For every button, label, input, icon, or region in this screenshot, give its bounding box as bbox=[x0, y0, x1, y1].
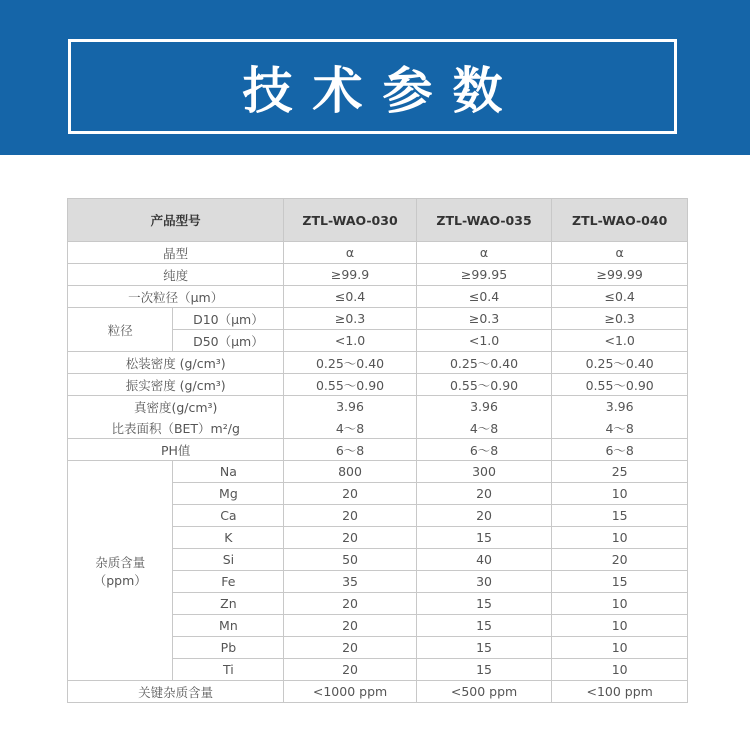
cell-value: 10 bbox=[552, 593, 688, 615]
row-label: 真密度(g/cm³) bbox=[68, 396, 284, 418]
cell-value: <1.0 bbox=[416, 330, 552, 352]
cell-value: 20 bbox=[284, 615, 416, 637]
cell-value: 20 bbox=[284, 505, 416, 527]
row-label: PH值 bbox=[68, 439, 284, 461]
element-label: Ti bbox=[173, 659, 284, 681]
cell-value: 15 bbox=[552, 505, 688, 527]
title-banner bbox=[0, 0, 750, 155]
cell-value: 0.25～0.40 bbox=[416, 352, 552, 374]
cell-value: 3.96 bbox=[284, 396, 416, 418]
table-row bbox=[68, 264, 688, 286]
cell-value: 4～8 bbox=[284, 417, 416, 439]
header-label: 产品型号 bbox=[68, 199, 284, 242]
cell-value: 10 bbox=[552, 659, 688, 681]
element-label: Si bbox=[173, 549, 284, 571]
cell-value: 6～8 bbox=[284, 439, 416, 461]
cell-value: 20 bbox=[552, 549, 688, 571]
row-label: 比表面积（BET）m²/g bbox=[68, 417, 284, 439]
row-label: D10（μm） bbox=[173, 308, 284, 330]
element-label: Mn bbox=[173, 615, 284, 637]
cell-value: 50 bbox=[284, 549, 416, 571]
row-label: 一次粒径（μm） bbox=[68, 286, 284, 308]
banner-title: 技术参数 bbox=[242, 61, 523, 120]
table-row bbox=[68, 461, 688, 483]
cell-value: 6～8 bbox=[416, 439, 552, 461]
cell-value: 15 bbox=[552, 571, 688, 593]
cell-value: 0.55～0.90 bbox=[552, 374, 688, 396]
cell-value: 15 bbox=[416, 527, 552, 549]
cell-value: 6～8 bbox=[552, 439, 688, 461]
cell-value: 40 bbox=[416, 549, 552, 571]
model-035: ZTL-WAO-035 bbox=[416, 199, 552, 242]
table-row bbox=[68, 439, 688, 461]
row-label: D50（μm） bbox=[173, 330, 284, 352]
table-row bbox=[68, 374, 688, 396]
table-row bbox=[68, 242, 688, 264]
table-row bbox=[68, 308, 688, 330]
cell-value: ≤0.4 bbox=[416, 286, 552, 308]
cell-value: α bbox=[552, 242, 688, 264]
cell-value: ≥99.99 bbox=[552, 264, 688, 286]
cell-value: 10 bbox=[552, 527, 688, 549]
row-label: 振实密度 (g/cm³) bbox=[68, 374, 284, 396]
element-label: Ca bbox=[173, 505, 284, 527]
cell-value: 15 bbox=[416, 659, 552, 681]
cell-value: 20 bbox=[284, 483, 416, 505]
cell-value: ≥0.3 bbox=[552, 308, 688, 330]
row-label: 松装密度 (g/cm³) bbox=[68, 352, 284, 374]
cell-value: 15 bbox=[416, 637, 552, 659]
cell-value: 4～8 bbox=[552, 417, 688, 439]
model-030: ZTL-WAO-030 bbox=[284, 199, 416, 242]
cell-value: 20 bbox=[284, 527, 416, 549]
impurity-group-label: 杂质含量 bbox=[95, 554, 146, 570]
impurity-group-unit: （ppm） bbox=[93, 572, 147, 588]
cell-value: ≤0.4 bbox=[284, 286, 416, 308]
element-label: Fe bbox=[173, 571, 284, 593]
cell-value: 20 bbox=[284, 593, 416, 615]
cell-value: ≥99.9 bbox=[284, 264, 416, 286]
cell-value: ≤0.4 bbox=[552, 286, 688, 308]
header-row bbox=[68, 199, 688, 242]
element-label: Zn bbox=[173, 593, 284, 615]
cell-value: 4～8 bbox=[416, 417, 552, 439]
cell-value: 30 bbox=[416, 571, 552, 593]
table-row bbox=[68, 396, 688, 418]
cell-value: 0.55～0.90 bbox=[416, 374, 552, 396]
cell-value: 0.25～0.40 bbox=[284, 352, 416, 374]
table-row bbox=[68, 286, 688, 308]
cell-value: 0.25～0.40 bbox=[552, 352, 688, 374]
cell-value: 10 bbox=[552, 615, 688, 637]
cell-value: ≥0.3 bbox=[416, 308, 552, 330]
cell-value: 800 bbox=[284, 461, 416, 483]
cell-value: 20 bbox=[284, 659, 416, 681]
model-040: ZTL-WAO-040 bbox=[552, 199, 688, 242]
cell-value: 10 bbox=[552, 637, 688, 659]
element-label: Mg bbox=[173, 483, 284, 505]
cell-value: <1.0 bbox=[552, 330, 688, 352]
cell-value: 25 bbox=[552, 461, 688, 483]
cell-value: α bbox=[416, 242, 552, 264]
row-label: 纯度 bbox=[68, 264, 284, 286]
cell-value: 15 bbox=[416, 615, 552, 637]
row-label: 晶型 bbox=[68, 242, 284, 264]
element-label: Pb bbox=[173, 637, 284, 659]
cell-value: 20 bbox=[284, 637, 416, 659]
cell-value: ≥0.3 bbox=[284, 308, 416, 330]
cell-value: 15 bbox=[416, 593, 552, 615]
cell-value: <100 ppm bbox=[552, 681, 688, 703]
cell-value: 3.96 bbox=[416, 396, 552, 418]
cell-value: 3.96 bbox=[552, 396, 688, 418]
cell-value: 300 bbox=[416, 461, 552, 483]
element-label: Na bbox=[173, 461, 284, 483]
cell-value: <1000 ppm bbox=[284, 681, 416, 703]
row-label: 关键杂质含量 bbox=[68, 681, 284, 703]
cell-value: 10 bbox=[552, 483, 688, 505]
cell-value: 20 bbox=[416, 505, 552, 527]
table-row bbox=[68, 681, 688, 703]
cell-value: 35 bbox=[284, 571, 416, 593]
group-label-particle: 粒径 bbox=[68, 308, 173, 352]
cell-value: <500 ppm bbox=[416, 681, 552, 703]
group-label-impurity bbox=[68, 461, 173, 681]
banner-frame bbox=[68, 39, 677, 134]
cell-value: 0.55～0.90 bbox=[284, 374, 416, 396]
cell-value: ≥99.95 bbox=[416, 264, 552, 286]
element-label: K bbox=[173, 527, 284, 549]
cell-value: α bbox=[284, 242, 416, 264]
cell-value: 20 bbox=[416, 483, 552, 505]
cell-value: <1.0 bbox=[284, 330, 416, 352]
table-row bbox=[68, 352, 688, 374]
spec-table bbox=[67, 198, 688, 703]
table-row bbox=[68, 417, 688, 439]
